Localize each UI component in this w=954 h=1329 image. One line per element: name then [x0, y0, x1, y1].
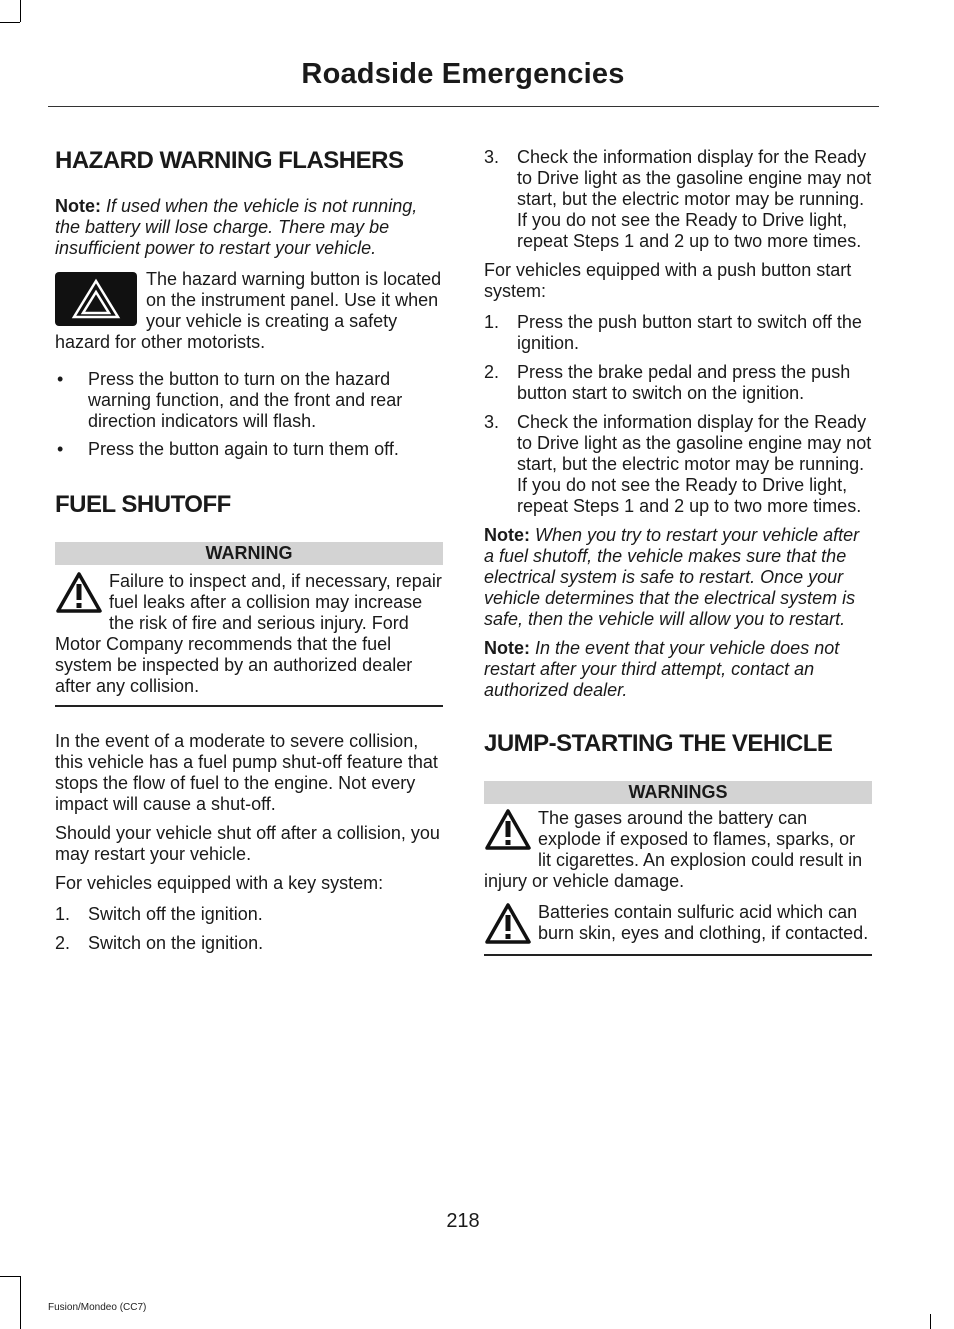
- page-number: 218: [446, 1210, 480, 1232]
- fuel-shutoff-heading: FUEL SHUTOFF: [55, 491, 231, 518]
- restart-note: [484, 525, 872, 630]
- list-item: • Press the button again to turn them off.: [57, 439, 399, 459]
- note-text: If used when the vehicle is not running, the battery will lose charge. There may be insufficient power to restart your vehicle.: [55, 196, 418, 258]
- hazard-heading: HAZARD WARNING FLASHERS: [55, 147, 404, 174]
- warning-item: [484, 902, 872, 946]
- crop-mark: [0, 1276, 20, 1277]
- warning-text: Batteries contain sulfuric acid which can burn skin, eyes and clothing, if contacted.: [538, 902, 869, 943]
- dealer-note: [484, 638, 872, 701]
- note-label: Note:: [484, 525, 530, 545]
- note-label: Note:: [55, 196, 101, 216]
- note-text: When you try to restart your vehicle after a fuel shutoff, the vehicle makes sure that the electrical system is safe to restart. Once your vehicle determines that the electrical system is safe, then the vehicle will allow you to restart.: [484, 525, 860, 629]
- header-divider: [48, 106, 879, 107]
- crop-mark: [20, 1276, 21, 1329]
- list-item: 2. Switch on the ignition.: [55, 933, 264, 953]
- crop-mark: [20, 0, 21, 22]
- list-item: 3. Check the information display for the Ready to Drive light as the gasoline engine may not start, but the electric motor may be running. If you do not see the Ready to Drive light, repeat Steps 1 and 2 up to two more times.: [484, 412, 872, 516]
- push-steps-list: [484, 312, 872, 517]
- list-item: • Press the button to turn on the hazard warning function, and the front and rear direction indicators will flash.: [57, 369, 403, 431]
- note-text: In the event that your vehicle does not restart after your third attempt, contact an authorized dealer.: [484, 638, 840, 700]
- warning-text: Failure to inspect and, if necessary, repair fuel leaks after a collision may increase the risk of fire and serious injury. Ford Motor Company recommends that the fuel system be inspected by an authorized dealer after any collision.: [55, 571, 442, 696]
- jump-warnings-box: [484, 781, 872, 956]
- warning-label: WARNING: [55, 542, 443, 565]
- warning-triangle-icon: [55, 571, 103, 615]
- list-item: 2. Press the brake pedal and press the push button start to switch on the ignition.: [484, 362, 851, 403]
- warning-triangle-icon: [484, 808, 532, 852]
- key-steps-list-continued: [484, 147, 872, 252]
- hazard-bullet-list: [55, 369, 443, 460]
- jump-start-heading: JUMP-STARTING THE VEHICLE: [484, 730, 833, 757]
- note-label: Note:: [484, 638, 530, 658]
- warnings-label: WARNINGS: [484, 781, 872, 804]
- list-item: 1. Press the push button start to switch off the ignition.: [484, 312, 862, 353]
- key-steps-list: [55, 904, 443, 954]
- hazard-note: [55, 196, 443, 259]
- fuel-paragraph: In the event of a moderate to severe collision, this vehicle has a fuel pump shut-off feature that stops the flow of fuel to the engine. Not every impact will cause a shut-off.: [55, 731, 438, 814]
- key-system-intro: For vehicles equipped with a key system:: [55, 873, 384, 893]
- page-title: Roadside Emergencies: [301, 58, 625, 90]
- left-column: [55, 146, 443, 962]
- list-item: 3. Check the information display for the Ready to Drive light as the gasoline engine may not start, but the electric motor may be running. If you do not see the Ready to Drive light, repeat Steps 1 and 2 up to two more times.: [484, 147, 872, 251]
- hazard-description: The hazard warning button is located on the instrument panel. Use it when your vehicle is creating a safety hazard for other motorists.: [55, 269, 442, 352]
- warning-item: [55, 571, 443, 697]
- fuel-warning-box: [55, 542, 443, 707]
- hazard-warning-triangle-icon: [55, 272, 137, 326]
- list-item: 1. Switch off the ignition.: [55, 904, 263, 924]
- warning-item: [484, 808, 872, 892]
- footer-model: Fusion/Mondeo (CC7): [48, 1302, 147, 1313]
- push-system-intro: For vehicles equipped with a push button start system:: [484, 260, 852, 301]
- warning-triangle-icon: [484, 902, 532, 946]
- fuel-paragraph: Should your vehicle shut off after a collision, you may restart your vehicle.: [55, 823, 440, 864]
- crop-mark: [0, 22, 20, 23]
- warning-text: The gases around the battery can explode if exposed to flames, sparks, or lit cigarettes. An explosion could result in injury or vehicle damage.: [484, 808, 863, 891]
- right-column: [484, 147, 872, 956]
- crop-mark: [930, 1314, 931, 1329]
- hazard-description-block: [55, 269, 443, 353]
